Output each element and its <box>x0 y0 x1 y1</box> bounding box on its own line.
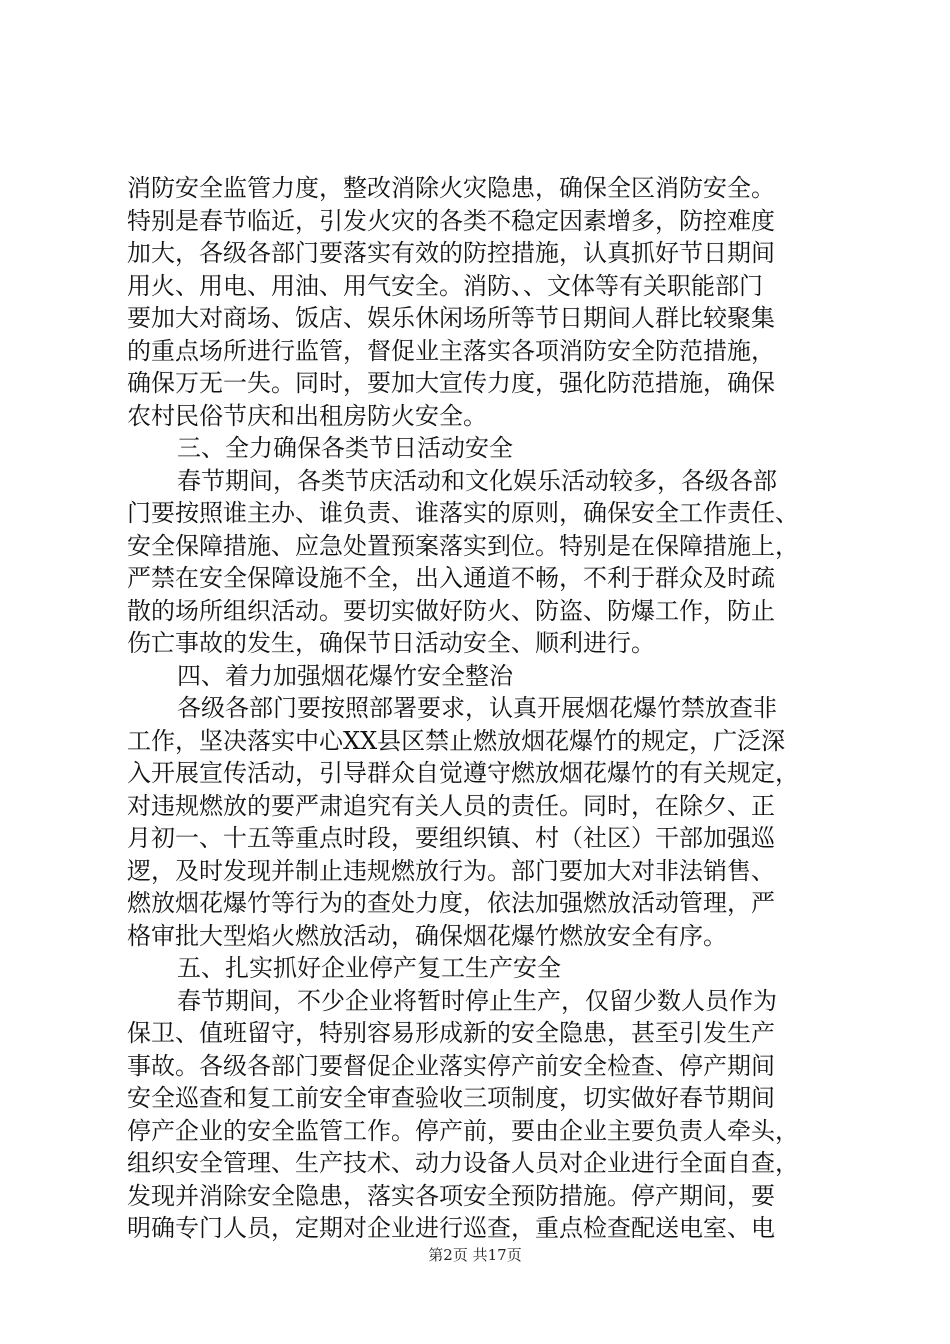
text-line: 逻，及时发现并制止违规燃放行为。部门要加大对非法销售、 <box>127 856 775 885</box>
text-line: 严禁在安全保障设施不全，出入通道不畅，不利于群众及时疏 <box>127 564 775 592</box>
text-line: 安全保障措施、应急处置预案落实到位。特别是在保障措施上， <box>127 531 799 560</box>
text-line: 加大，各级各部门要落实有效的防控措施，认真抓好节日期间 <box>127 239 775 267</box>
text-line: 要加大对商场、饭店、娱乐休闲场所等节日期间人群比较聚集 <box>127 304 775 332</box>
text-line: 门要按照谁主办、谁负责、谁落实的原则，确保安全工作责任、 <box>127 499 799 527</box>
text-line: 三、全力确保各类节日活动安全 <box>177 434 513 462</box>
document-body <box>127 172 837 1245</box>
text-line: 用火、用电、用油、用气安全。消防、、文体等有关职能部门 <box>127 271 763 300</box>
text-line: 工作，坚决落实中心XX县区禁止燃放烟花爆竹的规定，广泛深 <box>127 726 786 755</box>
text-line: 入开展宣传活动，引导群众自觉遵守燃放烟花爆竹的有关规定， <box>127 759 799 787</box>
text-line: 停产企业的安全监管工作。停产前，要由企业主要负责人牵头， <box>127 1116 799 1145</box>
text-line: 对违规燃放的要严肃追究有关人员的责任。同时，在除夕、正 <box>127 791 775 820</box>
text-line: 春节期间，不少企业将暂时停止生产，仅留少数人员作为 <box>177 986 777 1015</box>
text-line: 事故。各级各部门要督促企业落实停产前安全检查、停产期间 <box>127 1051 775 1080</box>
text-line: 明确专门人员，定期对企业进行巡查，重点检查配送电室、电 <box>127 1214 775 1242</box>
text-line: 春节期间，各类节庆活动和文化娱乐活动较多，各级各部 <box>177 466 777 495</box>
text-line: 消防安全监管力度，整改消除火灾隐患，确保全区消防安全。 <box>127 174 775 202</box>
text-line: 发现并消除安全隐患，落实各项安全预防措施。停产期间，要 <box>127 1181 775 1210</box>
page-footer: 第2页 共17页 <box>428 1246 522 1264</box>
text-line: 确保万无一失。同时，要加大宣传力度，强化防范措施，确保 <box>127 369 775 397</box>
text-line: 散的场所组织活动。要切实做好防火、防盗、防爆工作，防止 <box>127 596 775 625</box>
text-line: 特别是春节临近，引发火灾的各类不稳定因素增多，防控难度 <box>127 206 775 235</box>
text-line: 燃放烟花爆竹等行为的查处力度，依法加强燃放活动管理，严 <box>127 889 775 917</box>
text-line: 各级各部门要按照部署要求，认真开展烟花爆竹禁放查非 <box>177 694 777 722</box>
text-line: 伤亡事故的发生，确保节日活动安全、顺利进行。 <box>127 629 655 657</box>
text-line: 四、着力加强烟花爆竹安全整治 <box>177 661 513 690</box>
text-line: 月初一、十五等重点时段，要组织镇、村（社区）干部加强巡 <box>127 824 775 852</box>
text-line: 五、扎实抓好企业停产复工生产安全 <box>177 954 561 982</box>
text-line: 农村民俗节庆和出租房防火安全。 <box>127 401 487 430</box>
text-line: 的重点场所进行监管，督促业主落实各项消防安全防范措施， <box>127 336 775 365</box>
text-line: 组织安全管理、生产技术、动力设备人员对企业进行全面自查， <box>127 1149 799 1177</box>
text-line: 保卫、值班留守，特别容易形成新的安全隐患，甚至引发生产 <box>127 1019 775 1047</box>
text-line: 格审批大型焰火燃放活动，确保烟花爆竹燃放安全有序。 <box>127 921 727 950</box>
text-line: 安全巡查和复工前安全审查验收三项制度，切实做好春节期间 <box>127 1084 775 1112</box>
